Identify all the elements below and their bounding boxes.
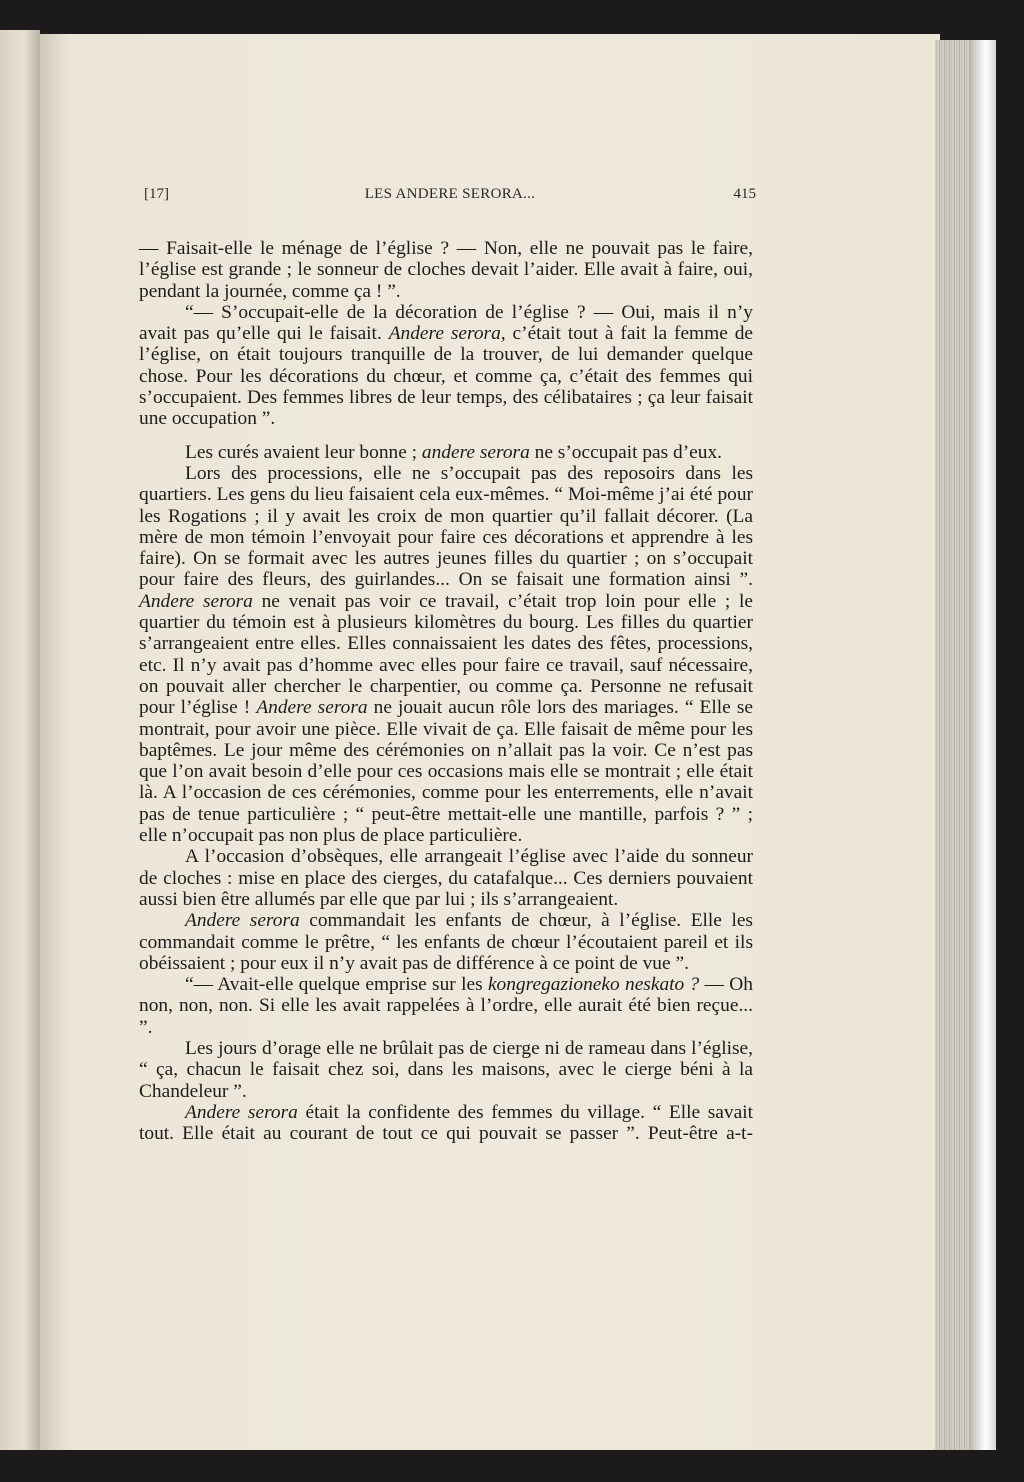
paragraph — [139, 463, 753, 846]
italic-term: Andere serora — [139, 590, 253, 612]
paragraph — [139, 846, 753, 910]
facing-page-edge — [0, 30, 40, 1450]
text-run: Lors des processions, elle ne s’occupait pas des reposoirs dans les quartiers. Les gens du lieu faisaient cela eux-mêmes. “ Moi-même j’ai été pour les Rogations ; il y avait les croix de mon quartier qu’il fallait décorer. (La mère de mon témoin l’envoyait pour faire ces décorations et apprendre à les faire). On se formait avec les autres jeunes filles du quartier ; on s’occupait pour faire des fleurs, des guirlandes... On se faisait une formation ainsi ”. — [139, 462, 753, 591]
text-run: “— S’occupait-elle de la décoration de l’église ? — Oui, mais il n’y avait pas qu’elle qui le faisait. — [139, 301, 753, 345]
text-run: c’était tout à fait la femme de l’église, on était toujours tranquille de la trouver, de lui demander quelque chose. Pour les décorations du chœur, et comme ça, c’était des femmes qui s’occupaient. Des femmes libres de leur temps, des célibataires ; ça leur faisait une occupation ”. — [139, 323, 754, 430]
paragraph — [139, 442, 753, 463]
paragraph — [139, 1102, 753, 1145]
text-run: A l’occasion d’obsèques, elle arrangeait l’église avec l’aide du sonneur de cloches : mise en place des cierges, du catafalque... Ces derniers pouvaient aussi bien être allumés par elle que par lui ; ils s’arrangeaient. — [139, 846, 753, 910]
paragraph — [139, 910, 753, 974]
text-run: Les jours d’orage elle ne brûlait pas de cierge ni de rameau dans l’église, “ ça, chacun le faisait chez soi, dans les maisons, avec le cierge béni à la Chandeleur ”. — [139, 1037, 753, 1102]
paragraph — [139, 238, 753, 302]
body-text — [139, 238, 753, 1144]
text-run: était la confidente des femmes du village. “ Elle savait tout. Elle était au courant de tout ce qui pouvait se passer ”. Peut-être a-t- — [139, 1101, 753, 1145]
paragraph — [139, 974, 753, 1038]
text-run: — Faisait-elle le ménage de l’église ? — Non, elle ne pouvait pas le faire, l’église est grande ; le sonneur de cloches devait l’aider. Elle avait à faire, oui, pendant la journée, comme ça ! ”. — [139, 238, 753, 302]
italic-term: kongregazioneko neskato ? — [487, 974, 700, 996]
paragraph — [139, 302, 753, 430]
text-run: — Oh non, non, non. Si elle les avait rappelées à l’ordre, elle aurait été bien reçue... ”. — [139, 974, 753, 1038]
paragraph — [139, 1038, 753, 1102]
text-run: “— Avait-elle quelque emprise sur les — [185, 974, 488, 996]
chapter-number: [17] — [144, 186, 169, 202]
running-title: LES ANDERE SERORA... — [364, 186, 536, 202]
page-edges-highlight — [970, 40, 996, 1450]
text-run: commandait les enfants de chœur, à l’église. Elle les commandait comme le prêtre, “ les enfants de chœur l’écoutaient pareil et ils obéissaient ; pour eux il n’y avait pas de différence à ce point de vue ”. — [139, 910, 753, 974]
italic-term: Andere serora — [185, 1101, 298, 1123]
text-run: ne jouait aucun rôle lors des mariages. “ Elle se montrait, pour avoir une pièce. Elle vivait de ça. Elle faisait de même pour les baptêmes. Le jour même des cérémonies on n’allait pas la voir. Ce n’est pas que l’on avait besoin d’elle pour ces occasions mais elle se montrait ; elle était là. A l’occasion de ces cérémonies, comme pour les enterrements, elle n’avait pas de tenue particulière ; “ peut-être mettait-elle une mantille, parfois ? ” ; elle n’occupait pas non plus de place particulière. — [139, 697, 753, 847]
italic-term: andere serora — [421, 441, 530, 463]
text-run: ne venait pas voir ce travail, c’était trop loin pour elle ; le quartier du témoin est à plusieurs kilomètres du bourg. Les filles du quartier s’arrangeaient entre elles. Elles connaissaient les dates des fêtes, processions, etc. Il n’y avait pas d’homme avec elles pour faire ce travail, sauf nécessaire, on pouvait aller chercher le charpentier, ou comme ça. Personne ne refusait pour l’église ! — [139, 590, 753, 719]
italic-term: Andere serora, — [388, 323, 506, 345]
italic-term: Andere serora — [256, 697, 368, 719]
text-run: ne s’occupait pas d’eux. — [529, 441, 723, 463]
text-run: Les curés avaient leur bonne ; — [185, 441, 422, 463]
running-header — [144, 186, 756, 208]
italic-term: Andere serora — [185, 910, 300, 932]
page-number: 415 — [733, 186, 756, 202]
